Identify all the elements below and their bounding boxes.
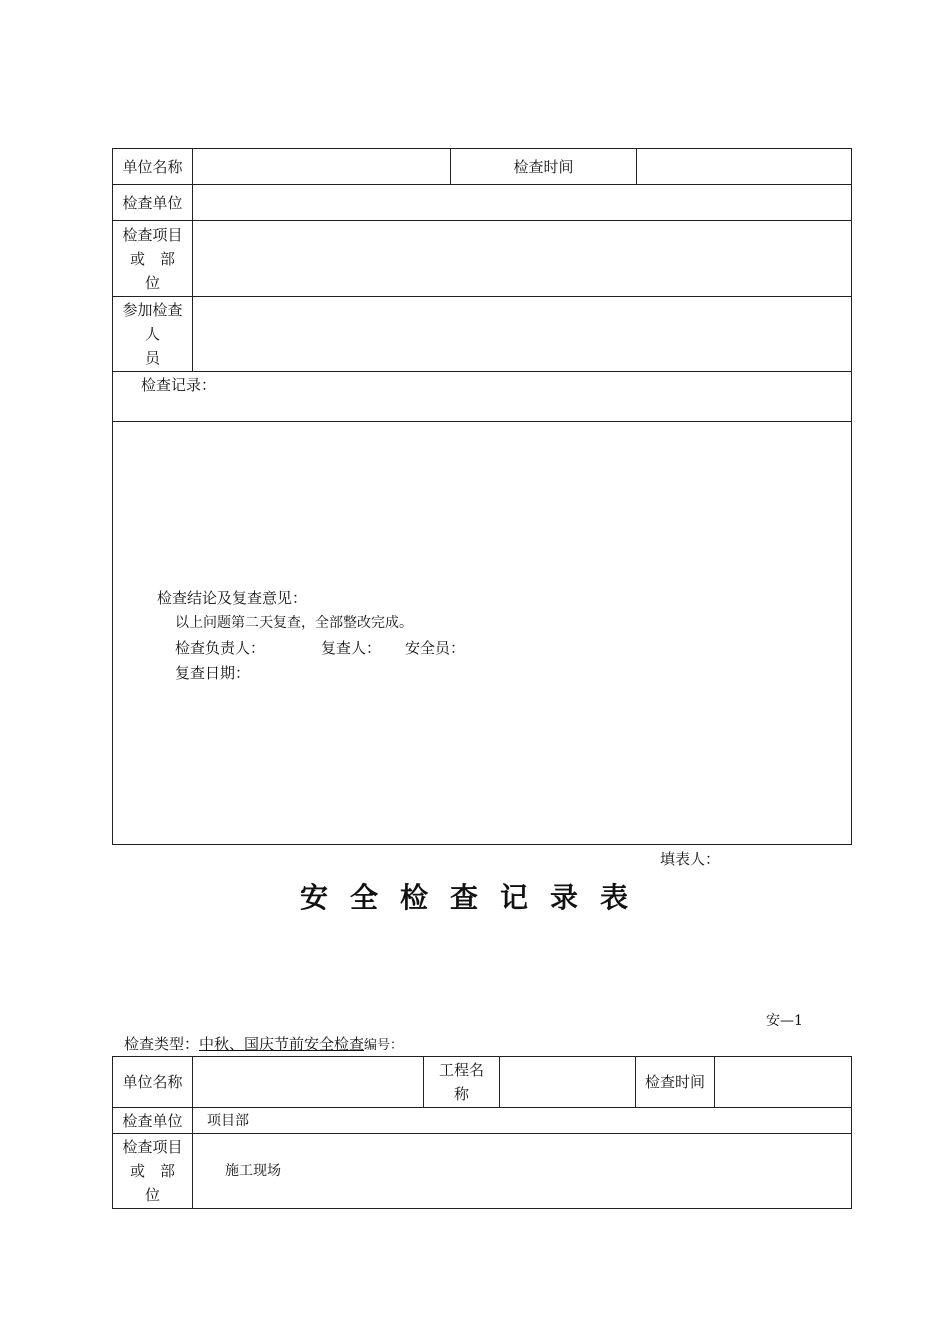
check-time-field-2[interactable] — [715, 1057, 852, 1108]
check-item-value[interactable]: 施工现场 — [193, 1134, 852, 1209]
participants-label: 参加检查 人 员 — [113, 297, 193, 372]
number-label: 编号： — [364, 1038, 404, 1053]
reviewer-label: 复查人： — [321, 639, 382, 657]
inspection-form-lower — [112, 1056, 852, 1209]
unit-name-field[interactable] — [193, 149, 451, 185]
conclusion-label: 检查结论及复查意见： — [157, 589, 308, 607]
project-name-field[interactable] — [500, 1057, 636, 1108]
record-label: 检查记录： — [141, 376, 217, 394]
check-time-label-2: 检查时间 — [636, 1057, 715, 1108]
project-name-label: 工程名 称 — [424, 1057, 500, 1108]
participants-field[interactable] — [193, 297, 852, 372]
person-in-charge-label: 检查负责人： — [175, 639, 266, 657]
check-time-label: 检查时间 — [451, 149, 637, 185]
unit-name-label-2: 单位名称 — [113, 1057, 193, 1108]
check-type-line — [124, 1033, 403, 1054]
safety-officer-label: 安全员： — [405, 639, 466, 657]
filler-label: 填表人： — [660, 850, 721, 868]
check-item-label: 检查项目 或 部 位 — [113, 221, 193, 297]
unit-name-field-2[interactable] — [193, 1057, 424, 1108]
unit-name-label: 单位名称 — [113, 149, 193, 185]
page-title: 安全检查记录表 — [299, 881, 650, 914]
check-item-field[interactable] — [193, 221, 852, 297]
form-code: 安—1 — [766, 1013, 803, 1029]
check-type-label: 检查类型： — [124, 1035, 200, 1053]
check-time-field[interactable] — [637, 149, 852, 185]
review-date-label: 复查日期： — [175, 664, 251, 682]
check-unit-label-2: 检查单位 — [113, 1108, 193, 1134]
conclusion-text: 以上问题第二天复查，全部整改完成。 — [175, 615, 413, 631]
record-label-cell — [113, 372, 852, 422]
check-item-label-2: 检查项目 或 部 位 — [113, 1134, 193, 1209]
check-unit-value[interactable]: 项目部 — [193, 1108, 852, 1134]
check-unit-label: 检查单位 — [113, 185, 193, 221]
check-type-value: 中秋、国庆节前安全检查 — [199, 1035, 365, 1053]
record-body[interactable] — [113, 422, 852, 845]
inspection-form-upper — [112, 148, 852, 845]
check-unit-field[interactable] — [193, 185, 852, 221]
